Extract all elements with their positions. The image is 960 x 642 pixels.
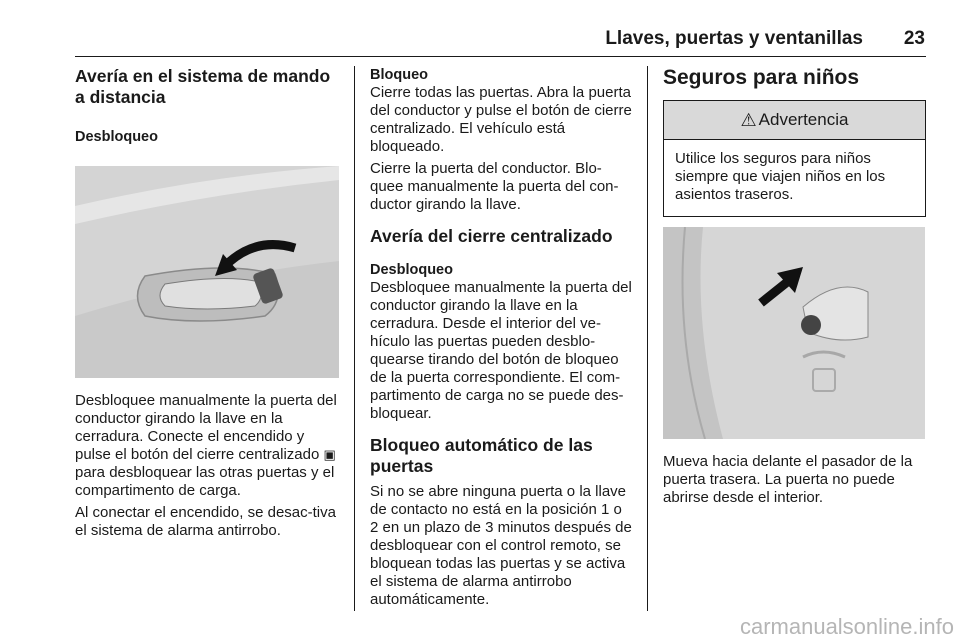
watermark: carmanualsonline.info — [739, 614, 954, 639]
col1-paragraph-1 — [75, 392, 339, 500]
section-heading-central-lock-failure: Avería del cierre centralizado — [370, 226, 613, 246]
col1-paragraph-1-text-a: Desbloquee manualmente la puerta del conductor girando la llave en la cerradura. Conecte el encendido y pulse el botón del cierre centralizado — [75, 392, 337, 463]
col1-paragraph-2: Al conectar el encendido, se desac-tiva el sistema de alarma antirrobo. — [75, 504, 336, 539]
warning-text: Utilice los seguros para niños siempre que viajen niños en los asientos traseros. — [675, 150, 886, 203]
col3-paragraph-1: Mueva hacia delante el pasador de la puerta trasera. La puerta no puede abrirse desde el interior. — [663, 453, 913, 506]
section-heading-remote-failure: Avería en el sistema de mando a distancia — [75, 66, 331, 107]
column-3 — [663, 66, 925, 507]
column-2 — [370, 66, 632, 609]
warning-box — [663, 100, 926, 217]
page-number: 23 — [903, 28, 925, 49]
subheading-lock: Bloqueo — [370, 67, 428, 83]
column-1 — [75, 66, 339, 540]
header-rule — [75, 56, 926, 57]
section-heading-auto-lock: Bloqueo automático de las puertas — [370, 435, 593, 476]
warning-triangle-icon: ⚠ — [740, 109, 757, 130]
column-divider-1 — [354, 66, 355, 611]
subheading-unlock: Desbloqueo — [75, 129, 158, 145]
col1-paragraph-1-text-b: para desbloquear las otras puertas y el compartimento de carga. — [75, 464, 335, 499]
child-lock-illustration — [663, 227, 925, 439]
section-heading-child-locks: Seguros para niños — [663, 66, 860, 89]
page-header — [75, 28, 925, 54]
door-handle-illustration — [75, 166, 339, 378]
col2-paragraph-2: Cierre la puerta del conductor. Blo-quee manualmente la puerta del con-ductor girando la llave. — [370, 160, 619, 213]
header-title: Llaves, puertas y ventanillas — [605, 28, 863, 49]
warning-header — [664, 101, 925, 140]
col2-paragraph-3: Desbloquee manualmente la puerta del conductor girando la llave en la cerradura. Desde el interior del ve-hículo las puertas pueden desblo-quearse tirando del botón de bloqueo de la puerta correspondiente. El com-partimento de carga no se puede des-bloquear. — [370, 279, 632, 422]
subheading-unlock-2: Desbloqueo — [370, 262, 453, 278]
col2-paragraph-1: Cierre todas las puertas. Abra la puerta del conductor y pulse el botón de cierre centralizado. El vehículo está bloqueado. — [370, 84, 632, 155]
column-divider-2 — [647, 66, 648, 611]
col2-paragraph-4: Si no se abre ninguna puerta o la llave de contacto no está en la posición 1 o 2 en un plazo de 3 minutos después de desbloquear con el control remoto, se bloquean todas las puertas y se activa el sistema de alarma antirrobo automáticamente. — [370, 483, 632, 608]
central-lock-icon: ▣ — [323, 447, 336, 462]
warning-title: Advertencia — [758, 110, 849, 129]
